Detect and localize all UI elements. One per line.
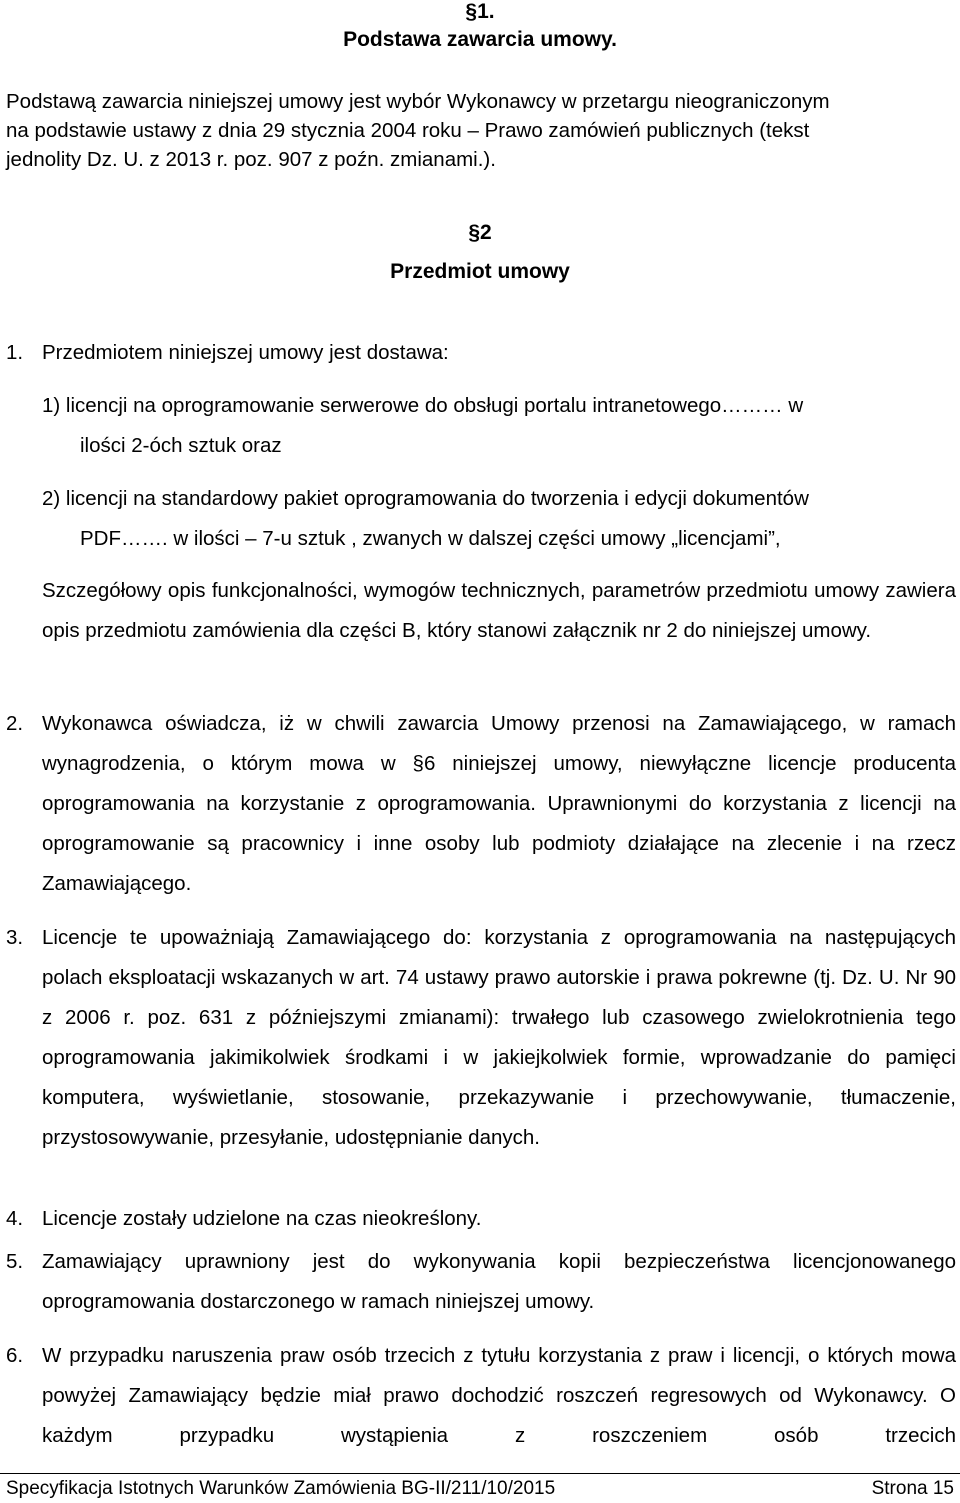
list-item-1-line-1: 1) licencji na oprogramowanie serwerowe do obsługi portalu intranetowego……… w [42,394,804,417]
paragraph-5-number: 5. [6,1250,24,1273]
paragraph-3-number: 3. [6,926,24,949]
footer-page-number: Strona 15 [871,1478,954,1499]
paragraph-5-text: Zamawiający uprawniony jest do wykonywania kopii bezpieczeństwa licencjonowanego oprogramowania dostarczonego w ramach niniejszej umowy. [42,1250,956,1313]
section-2-title: Przedmiot umowy [390,260,570,283]
paragraph-3-text: Licencje te upoważniają Zamawiającego do: korzystania z oprogramowania na następujących polach eksploatacji wskazanych w art. 74 ustawy prawo autorskie i prawa pokrewne (tj. Dz. U. Nr 90 z 2006 r. poz. 631 z późniejszymi zmianami): trwałego lub czasowego zwielokrotnienia tego oprogramowania jakimikolwiek środkami i w jakiejkolwiek formie, wprowadzanie do pamięci komputera, wyświetlanie, stosowanie, przekazywanie i przechowywanie, tłumaczenie, przystosowywanie, przesyłanie, udostępnianie danych. [42,926,956,1149]
paragraph-4-text: Licencje zostały udzielone na czas nieokreślony. [42,1207,482,1230]
list-item-2-line-2: PDF……. w ilości – 7-u sztuk , zwanych w dalszej części umowy „licencjami”, [80,527,781,550]
paragraph-1-number: 1. [6,341,24,364]
paragraph-1-intro: Przedmiotem niniejszej umowy jest dostawa: [42,341,449,364]
section-1-title: Podstawa zawarcia umowy. [343,28,617,51]
footer-divider [0,1473,960,1474]
paragraph-2-text: Wykonawca oświadcza, iż w chwili zawarcia Umowy przenosi na Zamawiającego, w ramach wynagrodzenia, o którym mowa w §6 niniejszej umowy, niewyłączne licencje producenta oprogramowania na korzystanie z oprogramowania. Uprawnionymi do korzystania z licencji na oprogramowanie są pracownicy i inne osoby lub podmioty działające na zlecenie i na rzecz Zamawiającego. [42,712,956,895]
paragraph-1-detail: Szczegółowy opis funkcjonalności, wymogów technicznych, parametrów przedmiotu umowy zawiera opis przedmiotu zamówienia dla części B, który stanowi załącznik nr 2 do niniejszej umowy. [42,579,956,642]
list-item-2-line-1: 2) licencji na standardowy pakiet oprogramowania do tworzenia i edycji dokumentów [42,487,809,510]
section-2-number: §2 [468,221,492,244]
list-item-1-line-2: ilości 2-óch sztuk oraz [80,434,282,457]
section-1-line-2: na podstawie ustawy z dnia 29 stycznia 2004 roku – Prawo zamówień publicznych (tekst [6,119,810,142]
paragraph-6-text: W przypadku naruszenia praw osób trzecich z tytułu korzystania z praw i licencji, o których mowa powyżej Zamawiający będzie miał prawo dochodzić roszczeń regresowych od Wykonawcy. O każdym przypadku wystąpienia z roszczeniem osób trzecich [42,1344,956,1447]
section-1-line-1: Podstawą zawarcia niniejszej umowy jest wybór Wykonawcy w przetargu nieograniczonym [6,90,830,113]
paragraph-4-number: 4. [6,1207,24,1230]
section-1-line-3: jednolity Dz. U. z 2013 r. poz. 907 z poźn. zmianami.). [6,148,496,171]
section-1-number: §1. [465,0,495,23]
footer-document-title: Specyfikacja Istotnych Warunków Zamówienia BG-II/211/10/2015 [6,1478,556,1499]
paragraph-6-number: 6. [6,1344,24,1367]
paragraph-2-number: 2. [6,712,24,735]
